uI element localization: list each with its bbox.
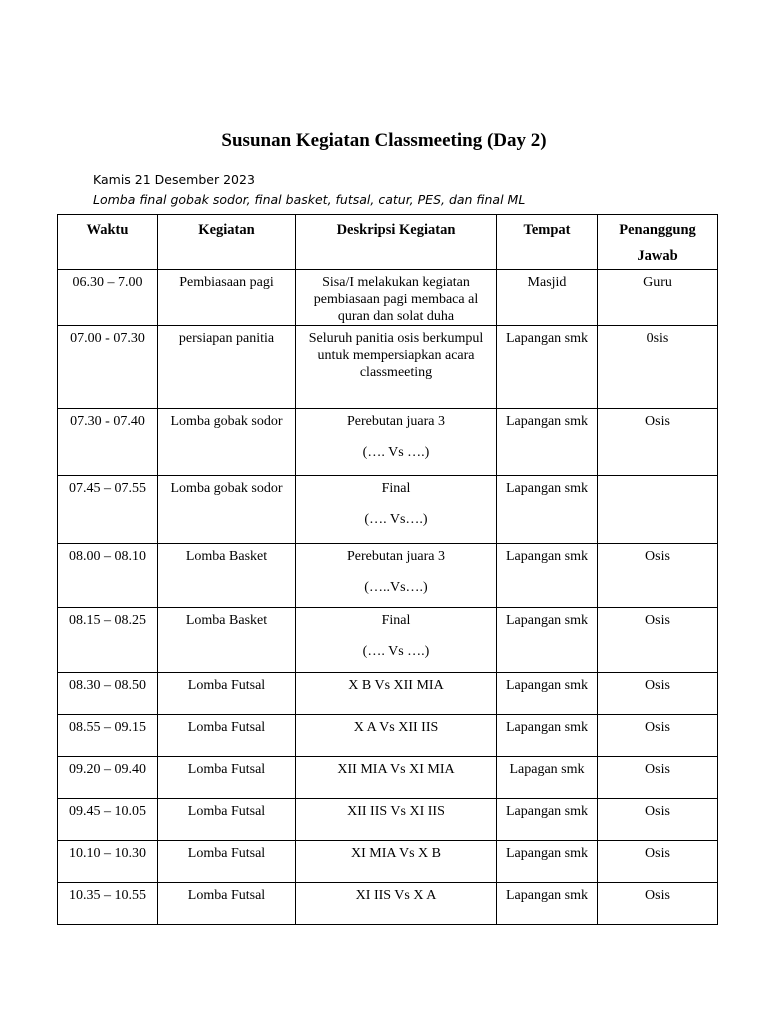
cell-waktu-text: 06.30 – 7.00 [72, 275, 143, 290]
cell-deskripsi [296, 673, 497, 715]
cell-deskripsi [296, 883, 497, 925]
cell-penanggung-jawab-text: Osis [645, 762, 670, 777]
cell-tempat [497, 799, 598, 841]
table-row [58, 883, 718, 925]
cell-kegiatan-text: Lomba gobak sodor [170, 414, 283, 429]
cell-penanggung-jawab [598, 270, 718, 326]
document-title: Susunan Kegiatan Classmeeting (Day 2) [221, 130, 547, 151]
cell-penanggung-jawab [598, 757, 718, 799]
cell-kegiatan-text: Lomba Futsal [187, 762, 266, 777]
cell-deskripsi [296, 326, 497, 409]
cell-waktu-text: 08.15 – 08.25 [69, 613, 146, 628]
cell-penanggung-jawab-text: Osis [645, 678, 670, 693]
cell-kegiatan-text: Lomba Futsal [187, 678, 266, 693]
match-placeholder: (…. Vs ….) [362, 445, 430, 460]
cell-tempat-text: Lapangan smk [505, 414, 589, 429]
schedule-table [57, 214, 718, 925]
cell-kegiatan [158, 544, 296, 608]
cell-waktu-text: 09.45 – 10.05 [69, 804, 146, 819]
cell-kegiatan [158, 270, 296, 326]
table-row [58, 757, 718, 799]
header-deskripsi: Deskripsi Kegiatan [296, 215, 497, 270]
cell-penanggung-jawab [598, 673, 718, 715]
cell-deskripsi [296, 409, 497, 476]
cell-penanggung-jawab [598, 476, 718, 544]
cell-tempat-text: Lapangan smk [505, 846, 589, 861]
cell-waktu [58, 757, 158, 799]
description-text: X A Vs XII IIS [353, 720, 439, 735]
cell-penanggung-jawab [598, 608, 718, 673]
cell-waktu-text: 07.45 – 07.55 [69, 481, 146, 496]
cell-penanggung-jawab-text: Guru [643, 275, 672, 290]
match-placeholder: (…. Vs….) [364, 512, 428, 527]
table-row [58, 270, 718, 326]
cell-penanggung-jawab-text: 0sis [646, 331, 669, 346]
table-row [58, 409, 718, 476]
description-text: X B Vs XII MIA [348, 678, 444, 693]
cell-kegiatan-text: Pembiasaan pagi [179, 275, 274, 290]
table-row [58, 608, 718, 673]
cell-penanggung-jawab-text: Osis [645, 720, 670, 735]
cell-kegiatan-text: Lomba Futsal [187, 846, 266, 861]
cell-kegiatan-text: Lomba gobak sodor [170, 481, 283, 496]
cell-waktu [58, 270, 158, 326]
cell-waktu [58, 883, 158, 925]
table-header-row [58, 215, 718, 270]
header-tempat: Tempat [497, 215, 598, 270]
cell-deskripsi [296, 544, 497, 608]
cell-tempat-text: Lapangan smk [505, 804, 589, 819]
cell-kegiatan [158, 841, 296, 883]
description-text: XII MIA Vs XI MIA [337, 762, 455, 777]
cell-penanggung-jawab-text: Osis [645, 888, 670, 903]
cell-penanggung-jawab [598, 883, 718, 925]
cell-tempat [497, 757, 598, 799]
cell-penanggung-jawab [598, 544, 718, 608]
cell-kegiatan [158, 799, 296, 841]
cell-tempat-text: Lapangan smk [505, 331, 589, 346]
cell-kegiatan [158, 715, 296, 757]
cell-kegiatan-text: Lomba Basket [185, 613, 268, 628]
cell-tempat [497, 544, 598, 608]
description-text: Seluruh panitia osis berkumpul untuk mempersiapkan acara classmeeting [308, 331, 484, 380]
table-row [58, 476, 718, 544]
event-subtitle: Lomba final gobak sodor, final basket, futsal, catur, PES, dan final ML [93, 192, 526, 207]
description-text: XII IIS Vs XI IIS [347, 804, 445, 819]
cell-penanggung-jawab-text: Osis [645, 613, 670, 628]
cell-tempat-text: Masjid [527, 275, 567, 290]
description-text: Perebutan juara 3 [347, 414, 445, 429]
cell-tempat [497, 476, 598, 544]
cell-penanggung-jawab-text: Osis [645, 804, 670, 819]
table-row [58, 544, 718, 608]
cell-tempat-text: Lapagan smk [509, 762, 585, 777]
cell-penanggung-jawab-text [600, 476, 715, 480]
cell-waktu-text: 08.30 – 08.50 [69, 678, 146, 693]
cell-kegiatan-text: persiapan panitia [178, 331, 275, 346]
cell-kegiatan-text: Lomba Futsal [187, 720, 266, 735]
cell-waktu [58, 799, 158, 841]
cell-waktu [58, 715, 158, 757]
cell-waktu [58, 673, 158, 715]
description-text: Final [381, 481, 411, 496]
cell-kegiatan [158, 326, 296, 409]
cell-kegiatan [158, 608, 296, 673]
table-row [58, 673, 718, 715]
cell-waktu [58, 326, 158, 409]
cell-kegiatan [158, 757, 296, 799]
cell-waktu [58, 608, 158, 673]
cell-deskripsi [296, 476, 497, 544]
cell-kegiatan-text: Lomba Basket [185, 549, 268, 564]
cell-penanggung-jawab [598, 715, 718, 757]
cell-deskripsi [296, 799, 497, 841]
table-row [58, 326, 718, 409]
cell-waktu [58, 476, 158, 544]
cell-waktu-text: 08.00 – 08.10 [69, 549, 146, 564]
cell-kegiatan [158, 883, 296, 925]
description-text: Sisa/I melakukan kegiatan pembiasaan pagi membaca al quran dan solat duha [313, 275, 479, 324]
table-row [58, 799, 718, 841]
cell-deskripsi [296, 270, 497, 326]
cell-waktu-text: 09.20 – 09.40 [69, 762, 146, 777]
table-row [58, 841, 718, 883]
cell-penanggung-jawab-text: Osis [645, 846, 670, 861]
cell-tempat-text: Lapangan smk [505, 720, 589, 735]
schedule-body [58, 270, 718, 925]
cell-tempat-text: Lapangan smk [505, 549, 589, 564]
cell-penanggung-jawab [598, 841, 718, 883]
description-text: XI IIS Vs X A [355, 888, 437, 903]
cell-kegiatan [158, 673, 296, 715]
cell-penanggung-jawab [598, 409, 718, 476]
cell-waktu [58, 409, 158, 476]
cell-tempat-text: Lapangan smk [505, 678, 589, 693]
cell-kegiatan-text: Lomba Futsal [187, 888, 266, 903]
cell-tempat [497, 409, 598, 476]
cell-kegiatan [158, 476, 296, 544]
cell-tempat [497, 715, 598, 757]
description-text: XI MIA Vs X B [351, 846, 441, 861]
event-date: Kamis 21 Desember 2023 [93, 172, 255, 187]
cell-penanggung-jawab [598, 799, 718, 841]
cell-tempat [497, 608, 598, 673]
cell-tempat [497, 326, 598, 409]
header-kegiatan: Kegiatan [158, 215, 296, 270]
cell-waktu [58, 544, 158, 608]
cell-penanggung-jawab-text: Osis [645, 414, 670, 429]
cell-deskripsi [296, 841, 497, 883]
description-text: Final [381, 613, 411, 628]
header-waktu: Waktu [58, 215, 158, 270]
table-row [58, 715, 718, 757]
cell-tempat [497, 841, 598, 883]
cell-waktu-text: 08.55 – 09.15 [69, 720, 146, 735]
cell-kegiatan [158, 409, 296, 476]
cell-waktu-text: 07.00 - 07.30 [70, 331, 145, 346]
cell-waktu-text: 10.10 – 10.30 [69, 846, 146, 861]
cell-waktu [58, 841, 158, 883]
cell-waktu-text: 10.35 – 10.55 [69, 888, 146, 903]
cell-deskripsi [296, 608, 497, 673]
cell-tempat [497, 270, 598, 326]
cell-tempat-text: Lapangan smk [505, 613, 589, 628]
description-text: Perebutan juara 3 [347, 549, 445, 564]
cell-tempat [497, 883, 598, 925]
cell-tempat-text: Lapangan smk [505, 481, 589, 496]
match-placeholder: (…..Vs….) [364, 580, 428, 595]
cell-penanggung-jawab-text: Osis [645, 549, 670, 564]
cell-tempat-text: Lapangan smk [505, 888, 589, 903]
cell-kegiatan-text: Lomba Futsal [187, 804, 266, 819]
header-penanggung-jawab: Penanggung Jawab [598, 215, 718, 270]
cell-waktu-text: 07.30 - 07.40 [70, 414, 145, 429]
cell-deskripsi [296, 757, 497, 799]
cell-tempat [497, 673, 598, 715]
cell-penanggung-jawab [598, 326, 718, 409]
cell-deskripsi [296, 715, 497, 757]
match-placeholder: (…. Vs ….) [362, 644, 430, 659]
